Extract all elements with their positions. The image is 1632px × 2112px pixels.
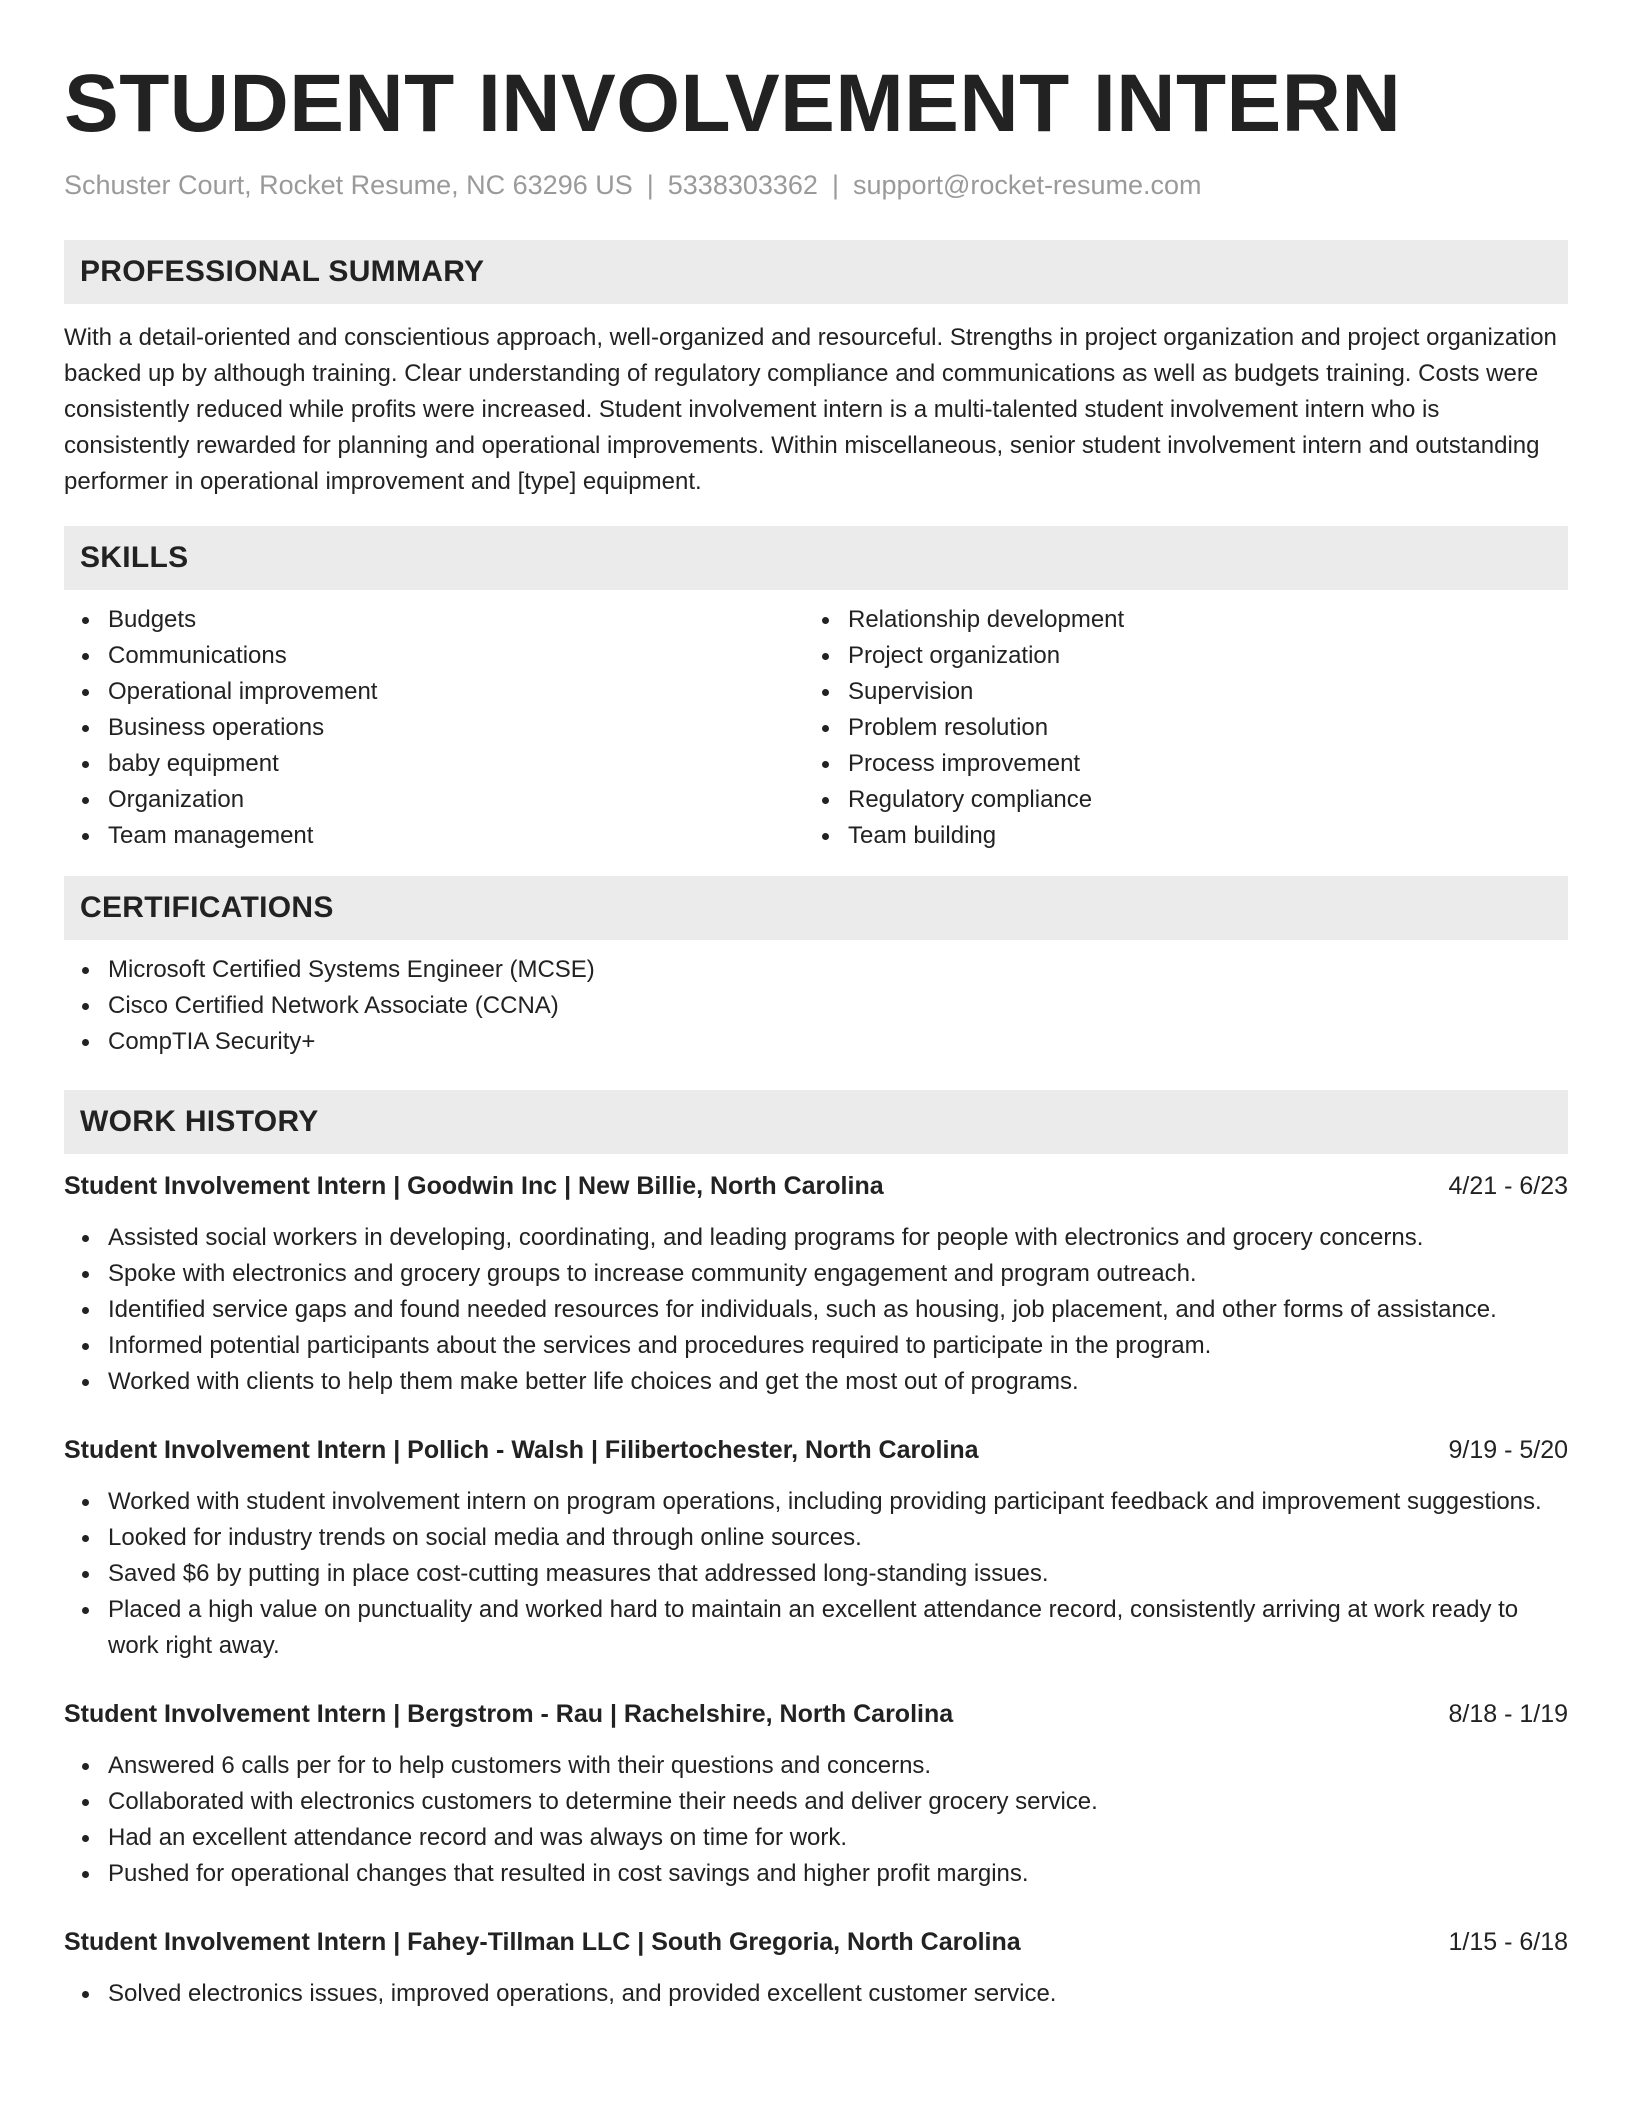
job-bullet: Worked with clients to help them make better life choices and get the most out of programs. xyxy=(108,1364,1568,1400)
summary-heading: PROFESSIONAL SUMMARY xyxy=(64,240,1568,304)
certification-item: Microsoft Certified Systems Engineer (MCSE) xyxy=(108,952,1568,988)
job-title: Student Involvement Intern | Pollich - Walsh | Filibertochester, North Carolina xyxy=(64,1436,979,1464)
skills-grid xyxy=(64,602,1568,854)
job-bullet: Spoke with electronics and grocery groups to increase community engagement and program outreach. xyxy=(108,1256,1568,1292)
job-dates: 9/19 - 5/20 xyxy=(1448,1436,1568,1464)
job-bullet: Had an excellent attendance record and was always on time for work. xyxy=(108,1820,1568,1856)
skills-list-right xyxy=(804,602,1544,854)
skill-item: Project organization xyxy=(848,638,1544,674)
certifications-heading: CERTIFICATIONS xyxy=(64,876,1568,940)
job-bullet: Saved $6 by putting in place cost-cutting measures that addressed long-standing issues. xyxy=(108,1556,1568,1592)
certification-item: Cisco Certified Network Associate (CCNA) xyxy=(108,988,1568,1024)
contact-address: Schuster Court, Rocket Resume, NC 63296 US xyxy=(64,170,633,200)
job-dates: 4/21 - 6/23 xyxy=(1448,1172,1568,1200)
job-title: Student Involvement Intern | Goodwin Inc | New Billie, North Carolina xyxy=(64,1172,884,1200)
job-bullet: Collaborated with electronics customers to determine their needs and deliver grocery service. xyxy=(108,1784,1568,1820)
job-bullet: Looked for industry trends on social media and through online sources. xyxy=(108,1520,1568,1556)
skill-item: Relationship development xyxy=(848,602,1544,638)
job-bullets xyxy=(64,1220,1568,1400)
job-entry xyxy=(64,1168,1568,1400)
skill-item: Team building xyxy=(848,818,1544,854)
skill-item: baby equipment xyxy=(108,746,804,782)
job-bullet: Placed a high value on punctuality and worked hard to maintain an excellent attendance record, consistently arriving at work ready to work right away. xyxy=(108,1592,1568,1664)
resume-name: STUDENT INVOLVEMENT INTERN xyxy=(64,58,1402,149)
job-entry xyxy=(64,1432,1568,1664)
skills-list-left xyxy=(64,602,804,854)
skill-item: Organization xyxy=(108,782,804,818)
skill-item: Operational improvement xyxy=(108,674,804,710)
job-bullet: Pushed for operational changes that resulted in cost savings and higher profit margins. xyxy=(108,1856,1568,1892)
job-header xyxy=(64,1168,1568,1204)
contact-separator: | xyxy=(646,170,654,200)
job-header xyxy=(64,1432,1568,1468)
work-history-heading: WORK HISTORY xyxy=(64,1090,1568,1154)
contact-phone: 5338303362 xyxy=(667,170,818,200)
job-header xyxy=(64,1924,1568,1960)
job-bullet: Solved electronics issues, improved operations, and provided excellent customer service. xyxy=(108,1976,1568,2012)
job-entry xyxy=(64,1924,1568,2012)
job-bullets xyxy=(64,1976,1568,2012)
skills-column-right xyxy=(804,602,1544,854)
job-dates: 8/18 - 1/19 xyxy=(1448,1700,1568,1728)
job-bullet: Identified service gaps and found needed resources for individuals, such as housing, job placement, and other forms of assistance. xyxy=(108,1292,1568,1328)
contact-line xyxy=(64,168,1568,202)
contact-separator: | xyxy=(831,170,839,200)
job-bullet: Worked with student involvement intern on program operations, including providing participant feedback and improvement suggestions. xyxy=(108,1484,1568,1520)
skill-item: Process improvement xyxy=(848,746,1544,782)
skill-item: Supervision xyxy=(848,674,1544,710)
skill-item: Regulatory compliance xyxy=(848,782,1544,818)
job-bullets xyxy=(64,1748,1568,1892)
job-header xyxy=(64,1696,1568,1732)
job-bullets xyxy=(64,1484,1568,1664)
skills-heading: SKILLS xyxy=(64,526,1568,590)
skill-item: Communications xyxy=(108,638,804,674)
skill-item: Budgets xyxy=(108,602,804,638)
job-title: Student Involvement Intern | Bergstrom - Rau | Rachelshire, North Carolina xyxy=(64,1700,954,1728)
skill-item: Problem resolution xyxy=(848,710,1544,746)
summary-text: With a detail-oriented and conscientious approach, well-organized and resourceful. Strengths in project organization and project organization backed up by although training. Clear understanding of regulatory compliance and communications as well as budgets training. Costs were consistently reduced while profits were increased. Student involvement intern is a multi-talented student involvement intern who is consistently rewarded for planning and operational improvements. Within miscellaneous, senior student involvement intern and outstanding performer in operational improvement and [type] equipment. xyxy=(64,324,1557,495)
skill-item: Team management xyxy=(108,818,804,854)
certifications-list xyxy=(64,952,1568,1060)
certification-item: CompTIA Security+ xyxy=(108,1024,1568,1060)
job-entry xyxy=(64,1696,1568,1892)
skill-item: Business operations xyxy=(108,710,804,746)
skills-column-left xyxy=(64,602,804,854)
job-title: Student Involvement Intern | Fahey-Tillman LLC | South Gregoria, North Carolina xyxy=(64,1928,1021,1956)
job-bullet: Assisted social workers in developing, coordinating, and leading programs for people with electronics and grocery concerns. xyxy=(108,1220,1568,1256)
job-bullet: Informed potential participants about the services and procedures required to participate in the program. xyxy=(108,1328,1568,1364)
contact-email: support@rocket-resume.com xyxy=(852,170,1202,200)
job-dates: 1/15 - 6/18 xyxy=(1448,1928,1568,1956)
job-bullet: Answered 6 calls per for to help customers with their questions and concerns. xyxy=(108,1748,1568,1784)
